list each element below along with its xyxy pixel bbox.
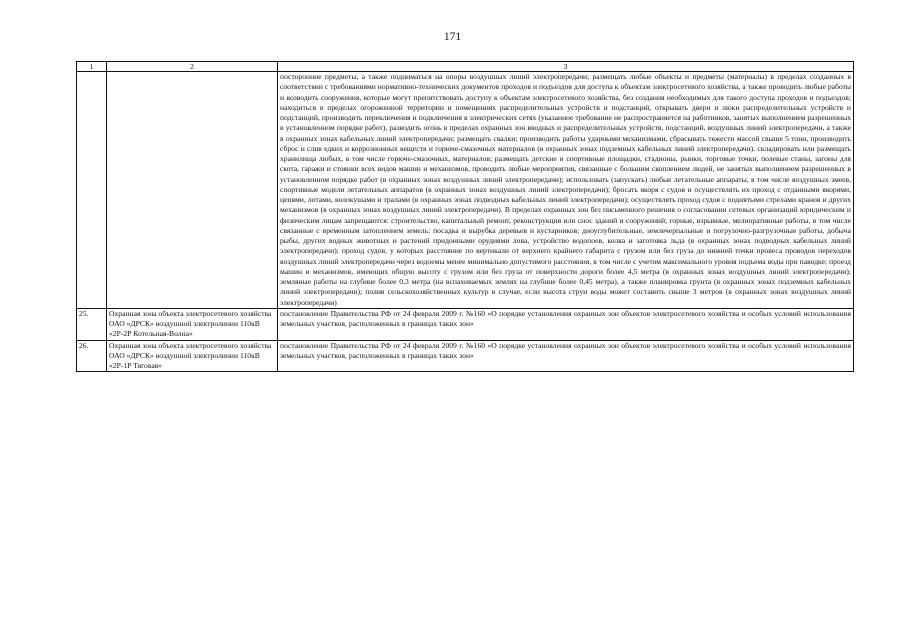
row-number: 25. [77,308,107,340]
table-row [77,72,854,309]
legal-basis-text: постановление Правительства РФ от 24 февраля 2009 г. №160 «О порядке установления охранных зон объектов электросетевого хозяйства и особых условий использования земельных участков, расположенных в границах таких зон» [278,340,854,372]
restrictions-text: посторонние предметы, а также подниматься на опоры воздушных линий электропередачи; размещать любые объекты и предметы (материалы) в пределах созданных в соответствии с требованиями нормативно-технических документов проходов и подъездов для доступа к объектам электросетевого хозяйства, а также проводить любые работы и возводить сооружения, которые могут препятствовать доступу к объектам электросетевого хозяйства, без создания необходимых для такого доступа проходов и подъездов; находиться в пределах огороженной территории и помещениях распределительных устройств и подстанций, открывать двери и люки распределительных устройств и подстанций, производить переключения и подключения в электрических сетях (указанное требование не распространяется на работников, занятых выполнением разрешенных в установленном порядке работ), разводить огонь в пределах охранных зон вводных и распределительных устройств, подстанций, воздушных линий электропередачи, а также в охранных зонах кабельных линий электропередачи; размещать свалки; производить работы ударными механизмами, сбрасывать тяжести массой свыше 5 тонн, производить сброс и слив едких и коррозионных веществ и горюче-смазочных материалов (в охранных зонах подземных кабельных линий электропередачи). складировать или размещать хранилища любых, в том числе горюче-смазочных, материалов; размещать детские и спортивные площадки, стадионы, рынки, торговые точки, полевые станы, загоны для скота, гаражи и стоянки всех видов машин и механизмов, проводить любые мероприятия, связанные с большим скоплением людей, не занятых выполнением разрешенных в установленном порядке работ (в охранных зонах воздушных линий электропередачи); использовать (запускать) любые летательные аппараты, в том числе воздушных змеев, спортивные модели летательных аппаратов (в охранных зонах воздушных линий электропередачи); бросать якоря с судов и осуществлять их проход с отданными якорями, цепями, лотами, волокушами и тралами (в охранных зонах подводных кабельных линий электропередачи); осуществлять проход судов с поднятыми стрелами кранов и других механизмов (в охранных зонах воздушных линий электропередачи). В пределах охранных зон без письменного решения о согласовании сетевых организаций юридическим и физическим лицам запрещаются: строительство, капитальный ремонт, реконструкция или снос зданий и сооружений; горные, взрывные, мелиоративные работы, в том числе связанные с временным затоплением земель; посадка и вырубка деревьев и кустарников; дноуглубительные, землечерпальные и погрузочно-разгрузочные работы, добыча рыбы, других водных животных и растений придонными орудиями лова, устройство водопоев, колка и заготовка льда (в охранных зонах подводных кабельных линий электропередачи); проход судов, у которых расстояние по вертикали от верхнего крайнего габарита с грузом или без груза до нижней точки провеса проводов переходов воздушных линий электропередачи через водоемы менее минимально допустимого расстояния, в том числе с учетом максимального уровня подъема воды при паводке; проезд машин и механизмов, имеющих общую высоту с грузом или без груза от поверхности дороги более 4,5 метра (в охранных зонах воздушных линий электропередачи); земляные работы на глубине более 0,3 метра (на вспахиваемых землях на глубине более 0,45 метра), а также планировка грунта (в охранных зонах подземных кабельных линий электропередачи); полив сельскохозяйственных культур в случае, если высота струи воды может составить свыше 3 метров (в охранных зонах воздушных линий электропередачи) [278,72,854,309]
legal-basis-text: постановление Правительства РФ от 24 февраля 2009 г. №160 «О порядке установления охранных зон объектов электросетевого хозяйства и особых условий использования земельных участков, расположенных в границах таких зон» [278,308,854,340]
row-number [77,72,107,309]
table-row [77,308,854,340]
zone-name: Охранная зона объекта электросетевого хозяйства ОАО «ДРСК» воздушной электролинии 110кВ «2Р-1Р Тяговая» [107,340,278,372]
row-number: 26. [77,340,107,372]
table-header-row [77,62,854,72]
table-row [77,340,854,372]
page-number: 171 [443,31,462,43]
column-header-2: 2 [107,62,278,72]
column-header-3: 3 [278,62,854,72]
zones-table [76,61,854,372]
column-header-1: 1 [77,62,107,72]
zone-name: Охранная зона объекта электросетевого хозяйства ОАО «ДРСК» воздушной электролинии 110кВ «2Р-2Р Котельная-Волна» [107,308,278,340]
zone-name [107,72,278,309]
